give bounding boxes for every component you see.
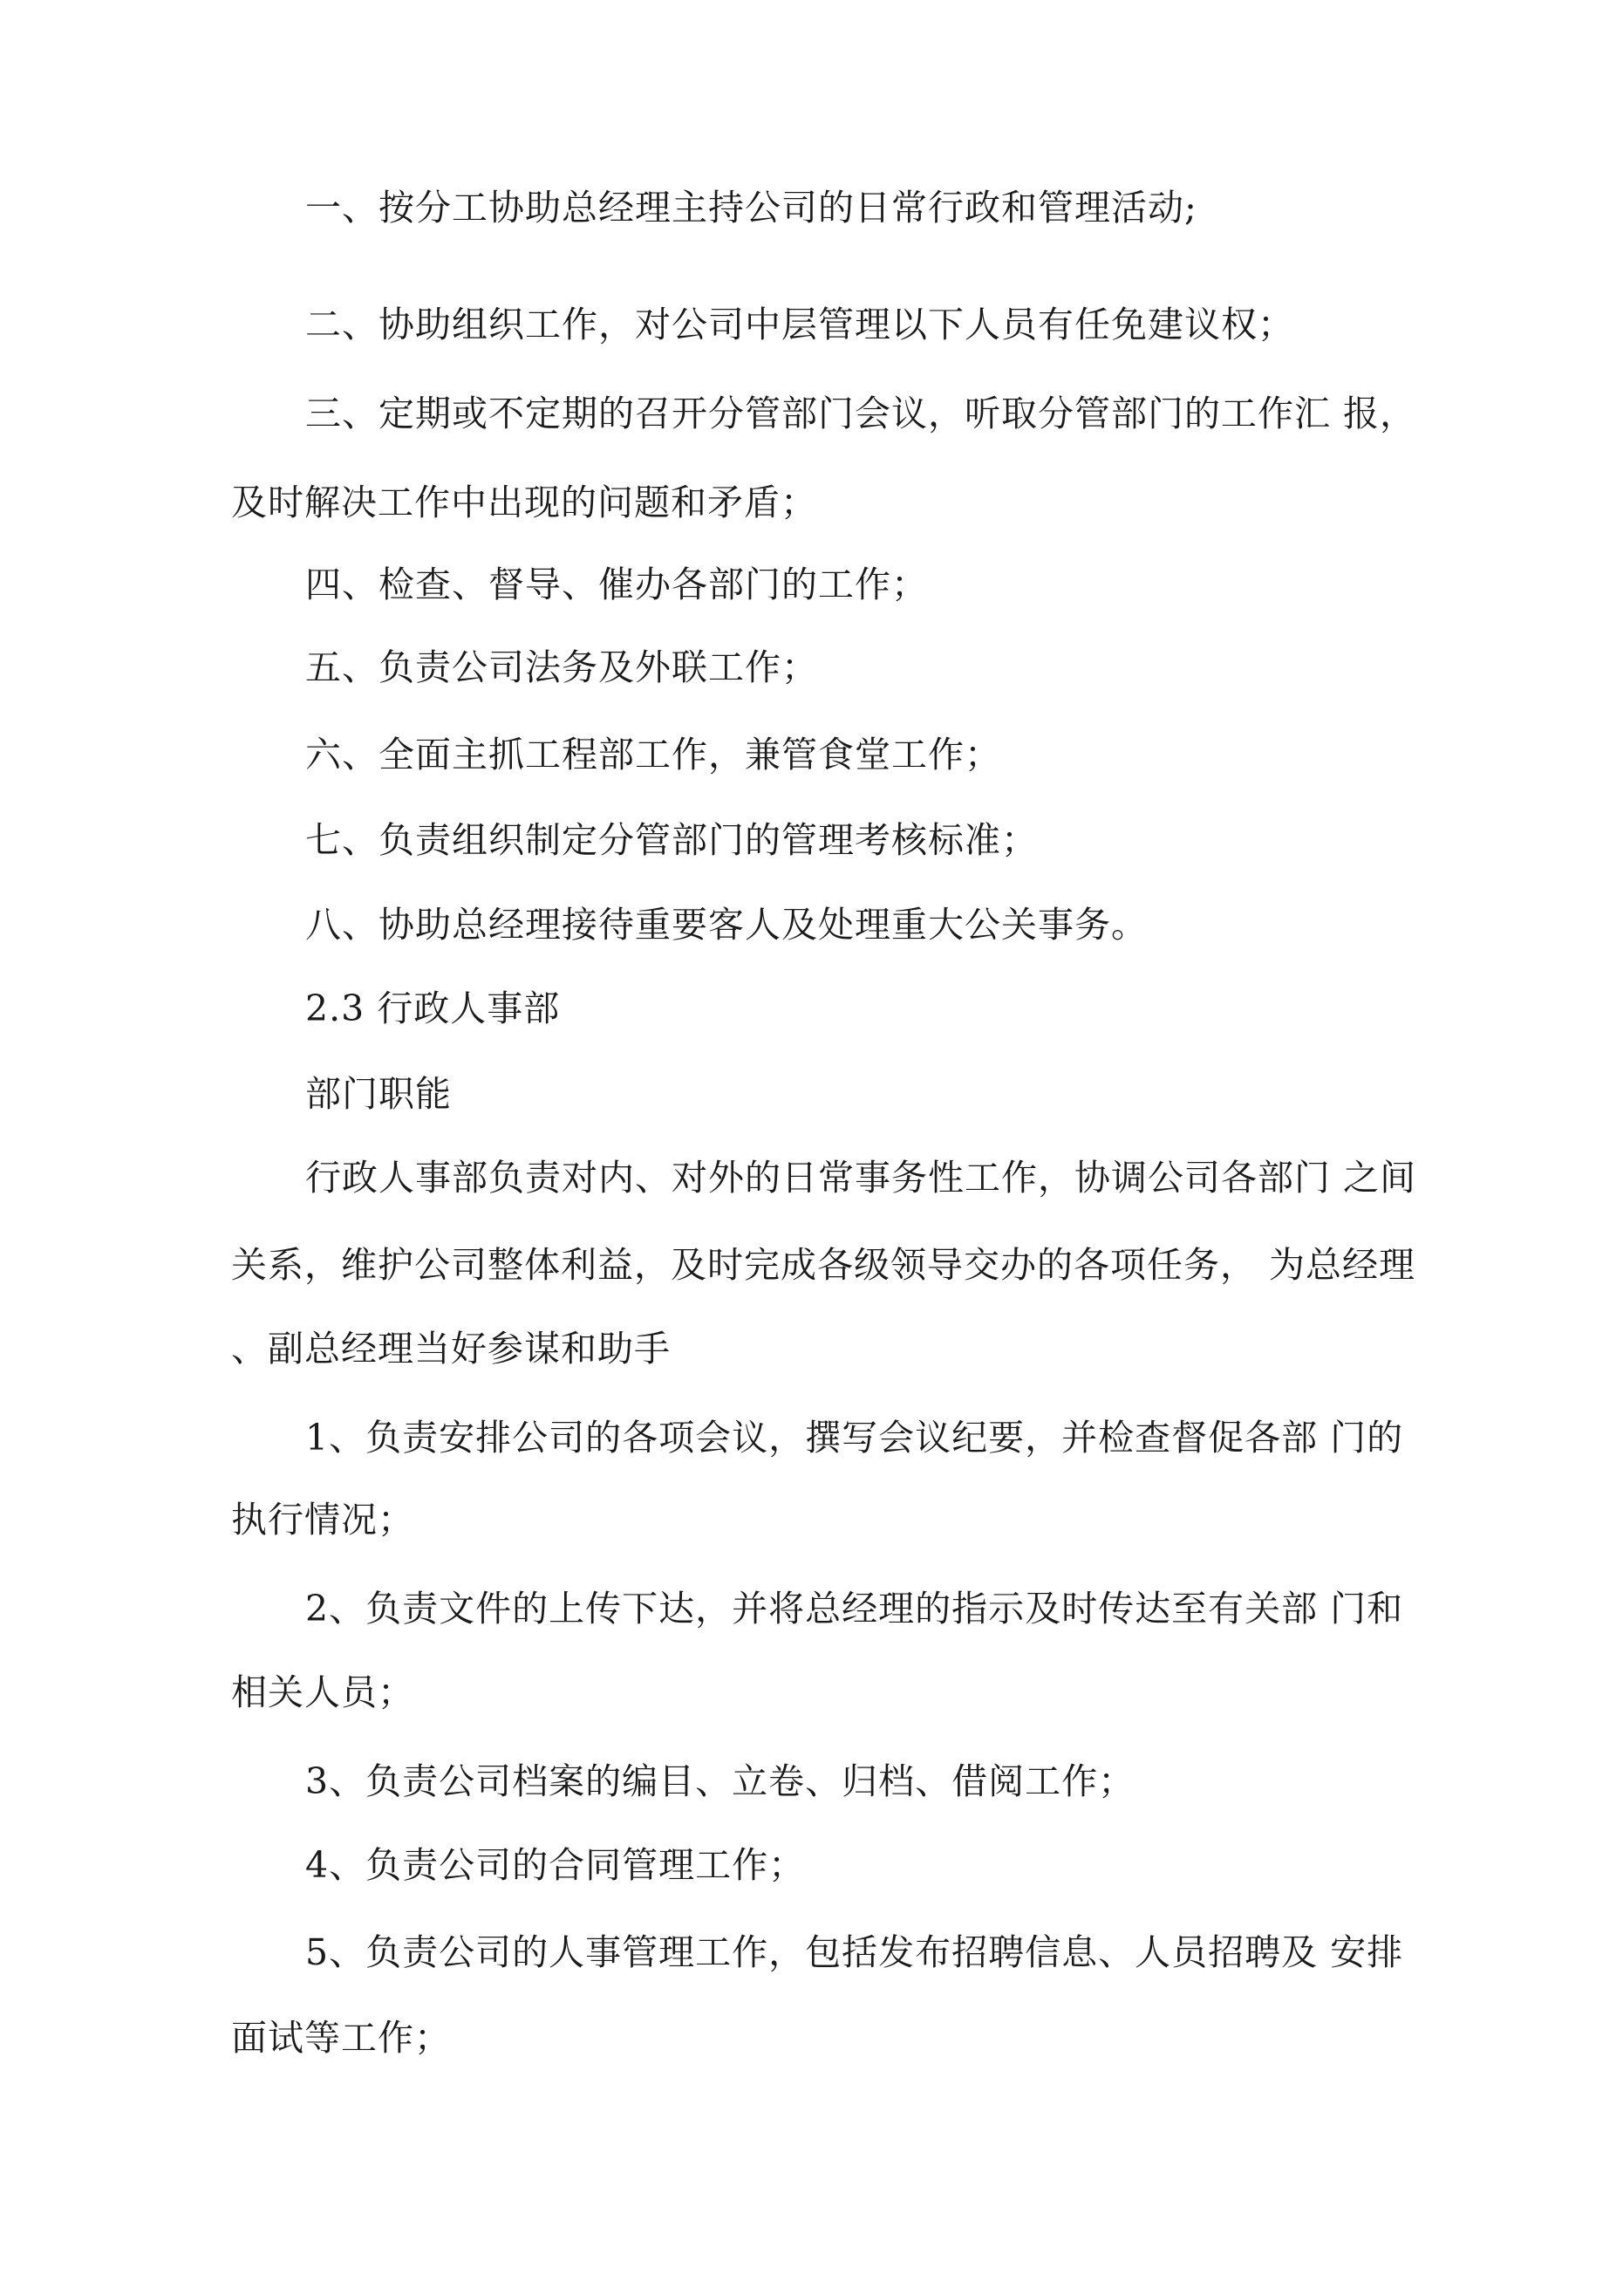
task-item-2: 2、负责文件的上传下达，并将总经理的指示及时传达至有关部 门和 [305, 1588, 1404, 1630]
duty-item-2: 二、协助组织工作，对公司中层管理以下人员有任免建议权； [305, 304, 1294, 345]
task-item-5-cont: 面试等工作； [231, 2017, 451, 2059]
task-item-1-cont: 执行情况； [231, 1499, 414, 1541]
function-paragraph-line-2: 关系，维护公司整体利益，及时完成各级领导交办的各项任务， 为总经理 [231, 1244, 1416, 1286]
duty-item-7: 七、负责组织制定分管部门的管理考核标准； [305, 819, 1038, 861]
duty-item-8: 八、协助总经理接待重要客人及处理重大公关事务。 [305, 904, 1148, 946]
subsection-heading: 部门职能 [305, 1073, 452, 1115]
task-item-1: 1、负责安排公司的各项会议，撰写会议纪要，并检查督促各部 门的 [305, 1417, 1404, 1459]
function-paragraph-line-1: 行政人事部负责对内、对外的日常事务性工作，协调公司各部门 之间 [305, 1157, 1417, 1199]
duty-item-5: 五、负责公司法务及外联工作； [305, 646, 818, 688]
duty-item-1: 一、按分工协助总经理主持公司的日常行政和管理活动; [305, 187, 1197, 229]
duty-item-6: 六、全面主抓工程部工作，兼管食堂工作； [305, 734, 1001, 776]
duty-item-3: 三、定期或不定期的召开分管部门会议，听取分管部门的工作汇 报， [305, 393, 1417, 434]
function-paragraph-line-3: 、副总经理当好参谋和助手 [231, 1328, 671, 1370]
task-item-3: 3、负责公司档案的编目、立卷、归档、借阅工作； [305, 1760, 1135, 1802]
task-item-5: 5、负责公司的人事管理工作，包括发布招聘信息、人员招聘及 安排 [305, 1931, 1404, 1973]
duty-item-4: 四、检查、督导、催办各部门的工作； [305, 564, 928, 605]
task-item-2-cont: 相关人员； [231, 1671, 414, 1713]
task-item-4: 4、负责公司的合同管理工作； [305, 1844, 806, 1886]
section-heading: 2.3 行政人事部 [305, 987, 561, 1029]
duty-item-3-cont: 及时解决工作中出现的问题和矛盾； [231, 482, 817, 523]
